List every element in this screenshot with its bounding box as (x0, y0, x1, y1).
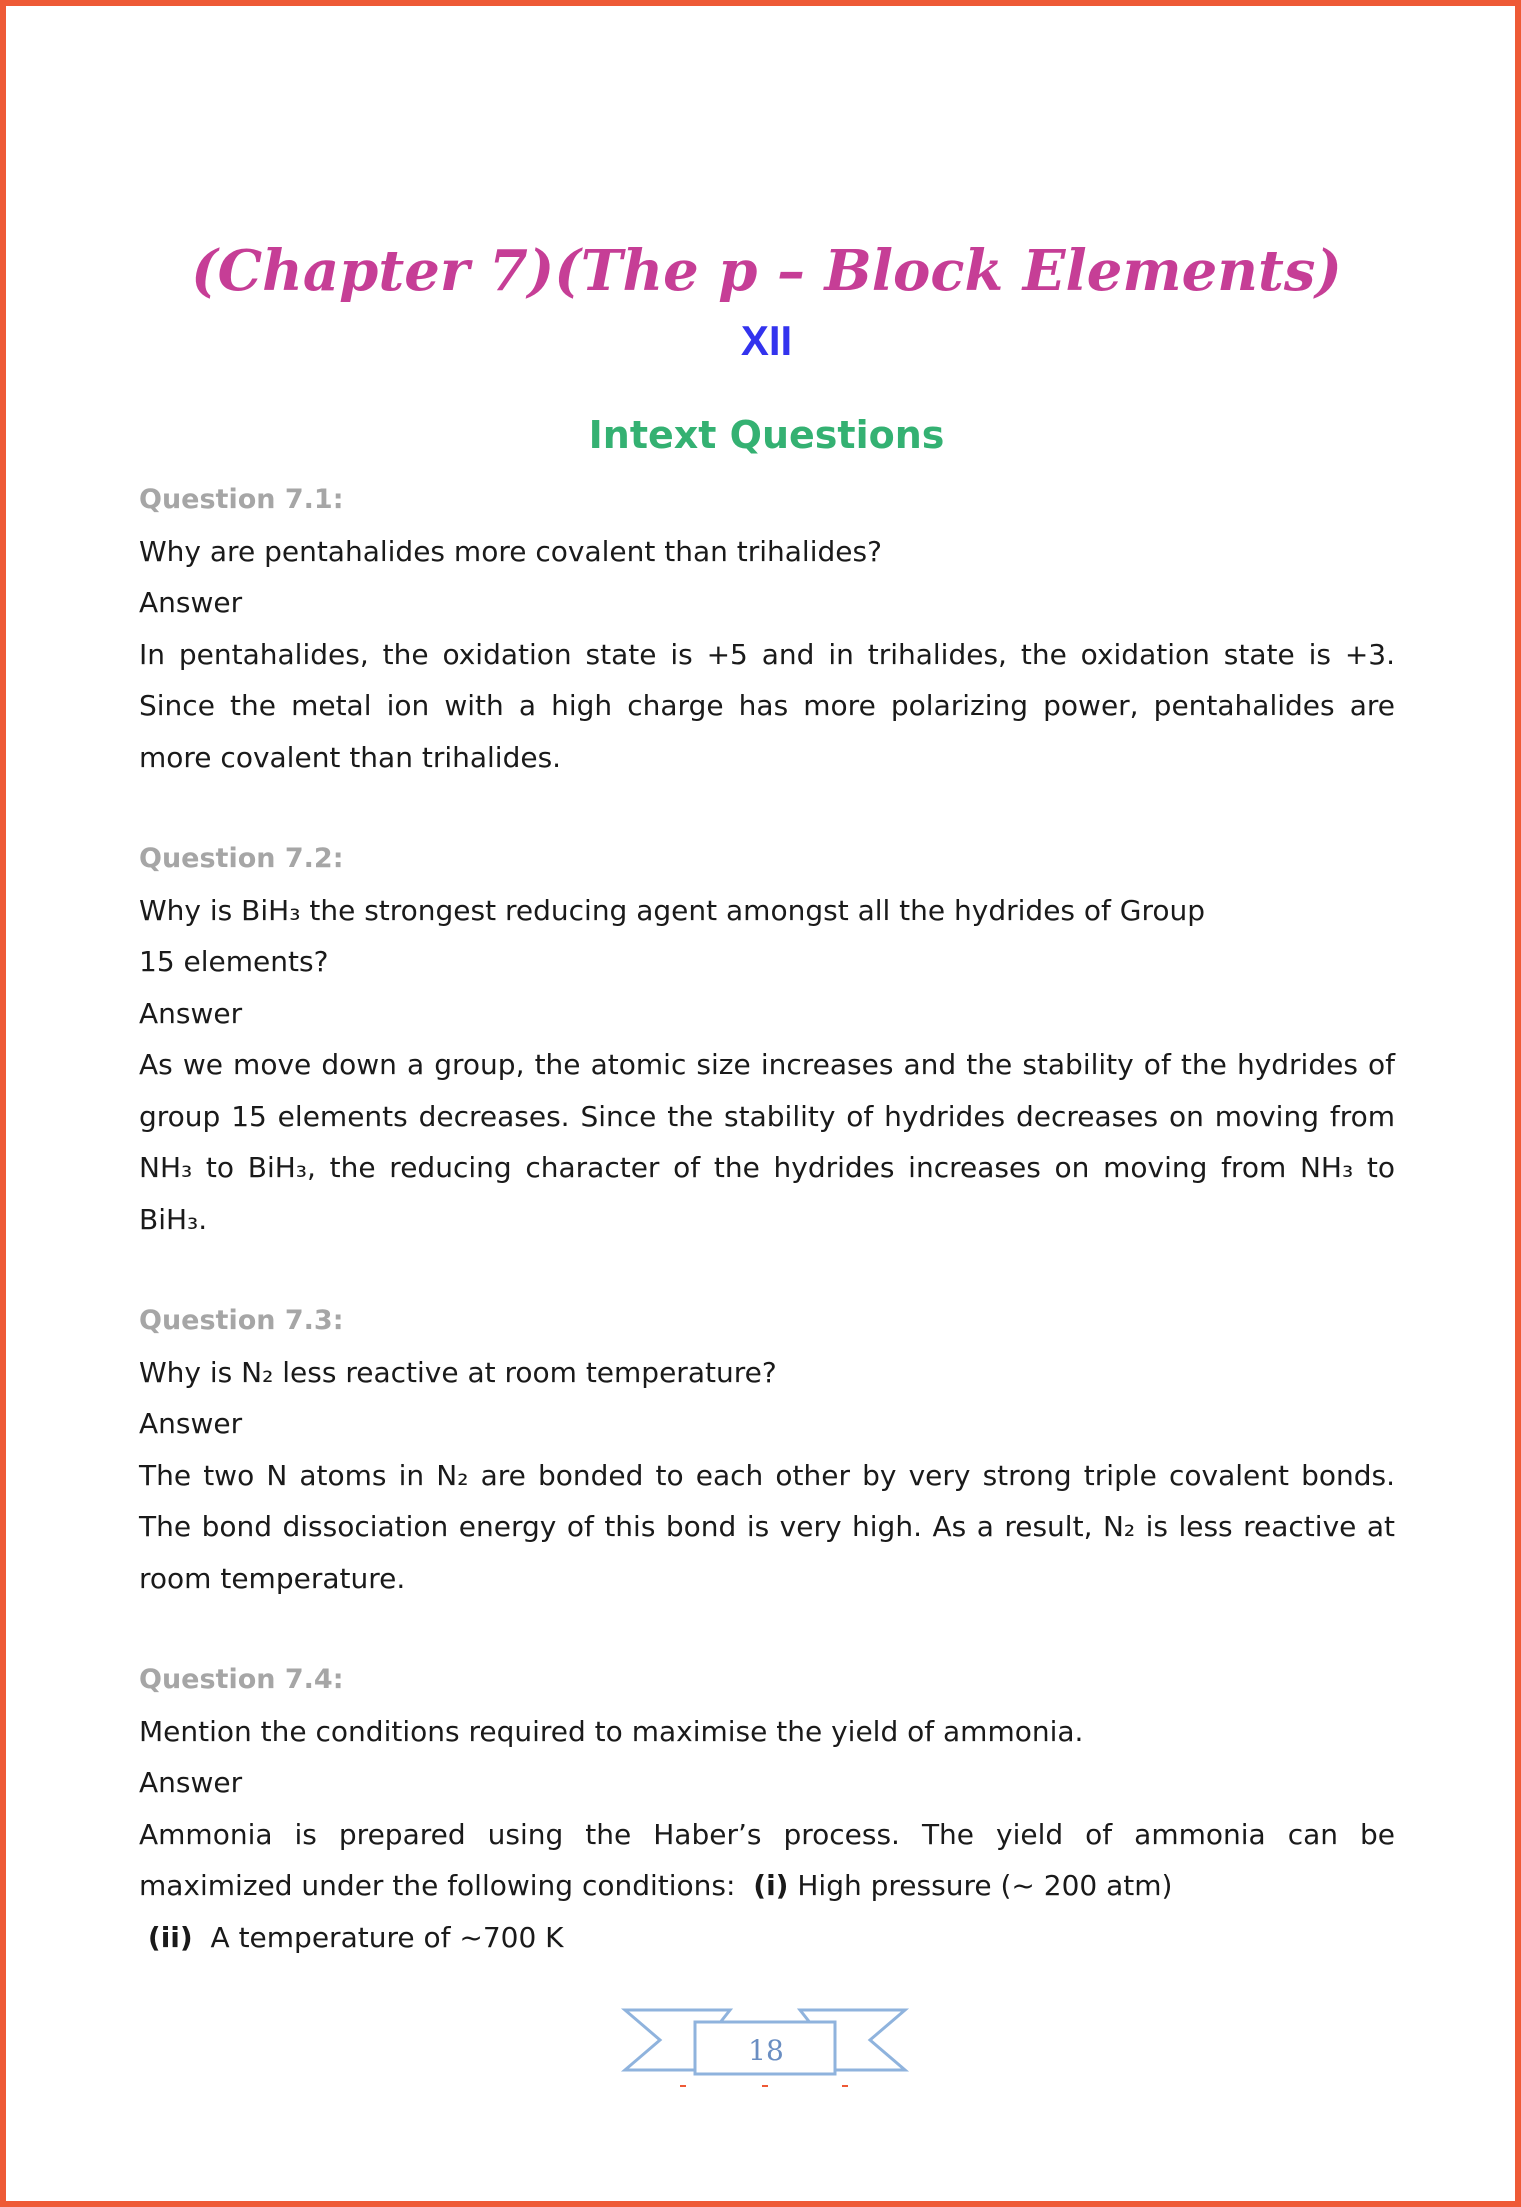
answer-intro: Ammonia is prepared using the Haber’s process. The yield of ammonia can be maximized under the following conditions: (139, 1817, 1395, 1902)
page-number: 18 (748, 2034, 784, 2067)
question-label: Question 7.1: (139, 484, 344, 515)
section-title: Intext Questions (588, 413, 945, 457)
question-text: Why are pentahalides more covalent than trihalides? (139, 534, 882, 568)
condition-1-marker: (i) (753, 1869, 789, 1902)
question-block-7-1 (139, 474, 1395, 783)
question-label: Question 7.4: (139, 1664, 344, 1695)
question-label: Question 7.2: (139, 843, 344, 874)
question-label: Question 7.3: (139, 1305, 344, 1336)
answer-text: As we move down a group, the atomic size increases and the stability of the hydrides of group 15 elements decreases. Since the stability of hydrides decreases on moving from NH₃ to BiH₃, the reducing character of the hydrides increases on moving from NH₃ to BiH₃. (139, 1048, 1395, 1236)
question-text-line2: 15 elements? (139, 945, 329, 978)
question-block-7-2 (139, 833, 1395, 1245)
class-label: XII (740, 317, 793, 364)
question-text: Mention the conditions required to maximise the yield of ammonia. (139, 1714, 1084, 1748)
question-text: Why is N₂ less reactive at room temperature? (139, 1355, 777, 1389)
answer-label: Answer (139, 586, 243, 619)
answer-text: The two N atoms in N₂ are bonded to each other by very strong triple covalent bonds. The bond dissociation energy of this bond is very high. As a result, N₂ is less reactive at room temperature. (139, 1458, 1395, 1595)
answer-text: In pentahalides, the oxidation state is +5 and in trihalides, the oxidation state is +3. Since the metal ion with a high charge has more polarizing power, pentahalides are more covalent than trihalides. (139, 637, 1395, 774)
answer-label: Answer (139, 1766, 243, 1799)
chapter-title: (Chapter 7)(The p – Block Elements) (191, 238, 1342, 304)
answer-label: Answer (139, 996, 243, 1030)
condition-2 (139, 1912, 1395, 1964)
condition-2-marker: (ii) (147, 1920, 193, 1954)
question-block-7-3 (139, 1295, 1395, 1604)
answer-label: Answer (139, 1407, 243, 1440)
condition-1-text: High pressure (~ 200 atm) (797, 1869, 1173, 1902)
question-block-7-4 (139, 1654, 1395, 1963)
condition-2-text: A temperature of ~700 K (210, 1920, 564, 1954)
answer-text (139, 1809, 1395, 1912)
questions-content (139, 474, 1395, 2013)
question-text-line1: Why is BiH₃ the strongest reducing agent amongst all the hydrides of Group (139, 893, 1206, 927)
